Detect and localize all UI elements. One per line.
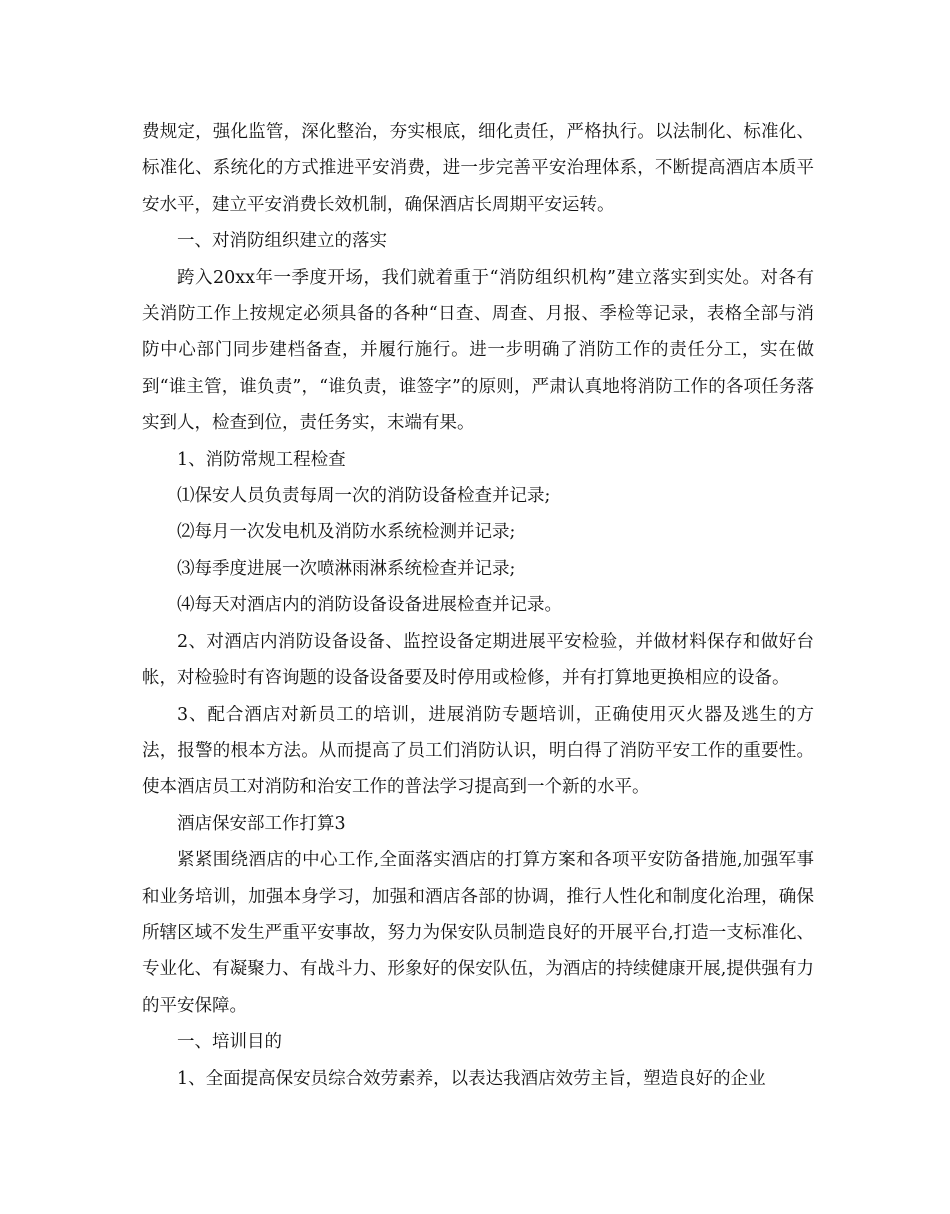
paragraph-2: 跨入20xx年一季度开场，我们就着重于“消防组织机构”建立落实到实处。对各有关消防工作上按规定必须具备的各种“日查、周查、月报、季检等记录，表格全部与消防中心部门同步建档备查，并履行施行。进一步明确了消防工作的责任分工，实在做到“谁主管，谁负责”，“谁负责，谁签字”的原则，严肃认真地将消防工作的各项任务落实到人，检查到位，责任务实，末端有果。 [142,267,814,434]
list-item: ⑷每天对酒店内的消防设备设备进展检查并记录。 [177,595,562,616]
list-item: ⑵每月一次发电机及消防水系统检测并记录; [177,522,516,543]
paragraph-1: 费规定，强化监管，深化整治，夯实根底，细化责任，严格执行。以法制化、标准化、标准化、系统化的方式推进平安消费，进一步完善平安治理体系，不断提高酒店本质平安水平，建立平安消费长效机制，确保酒店长周期平安运转。 [142,122,814,215]
paragraph-6: 1、全面提高保安员综合效劳素养，以表达我酒店效劳主旨，塑造良好的企业 [177,1068,766,1089]
paragraph-3: 2、对酒店内消防设备设备、监控设备定期进展平安检验，并做材料保存和做好台帐，对检验时有咨询题的设备设备要及时停用或检修，并有打算地更换相应的设备。 [142,631,814,689]
document-body [142,114,814,1097]
section-heading-fire-organization: 一、对消防组织建立的落实 [177,231,387,252]
paragraph-4: 3、配合酒店对新员工的培训，进展消防专题培训，正确使用灭火器及逃生的方法，报警的根本方法。从而提高了员工们消防认识，明白得了消防平安工作的重要性。使本酒店员工对消防和治安工作的普法学习提高到一个新的水平。 [142,704,814,798]
subheading-routine-inspection: 1、消防常规工程检查 [177,449,346,470]
paragraph-5: 紧紧围绕酒店的中心工作,全面落实酒店的打算方案和各项平安防备措施,加强军事和业务培训，加强本身学习，加强和酒店各部的协调，推行人性化和制度化治理，确保所辖区域不发生严重平安事故，努力为保安队员制造良好的开展平台,打造一支标准化、专业化、有凝聚力、有战斗力、形象好的保安队伍，为酒店的持续健康开展,提供强有力的平安保障。 [142,850,814,1016]
list-item: ⑴保安人员负责每周一次的消防设备检查并记录; [177,486,551,507]
section-heading-training-purpose: 一、培训目的 [177,1032,282,1053]
section-title-plan-3: 酒店保安部工作打算3 [177,813,346,834]
list-item: ⑶每季度进展一次喷淋雨淋系统检查并记录; [177,558,516,579]
